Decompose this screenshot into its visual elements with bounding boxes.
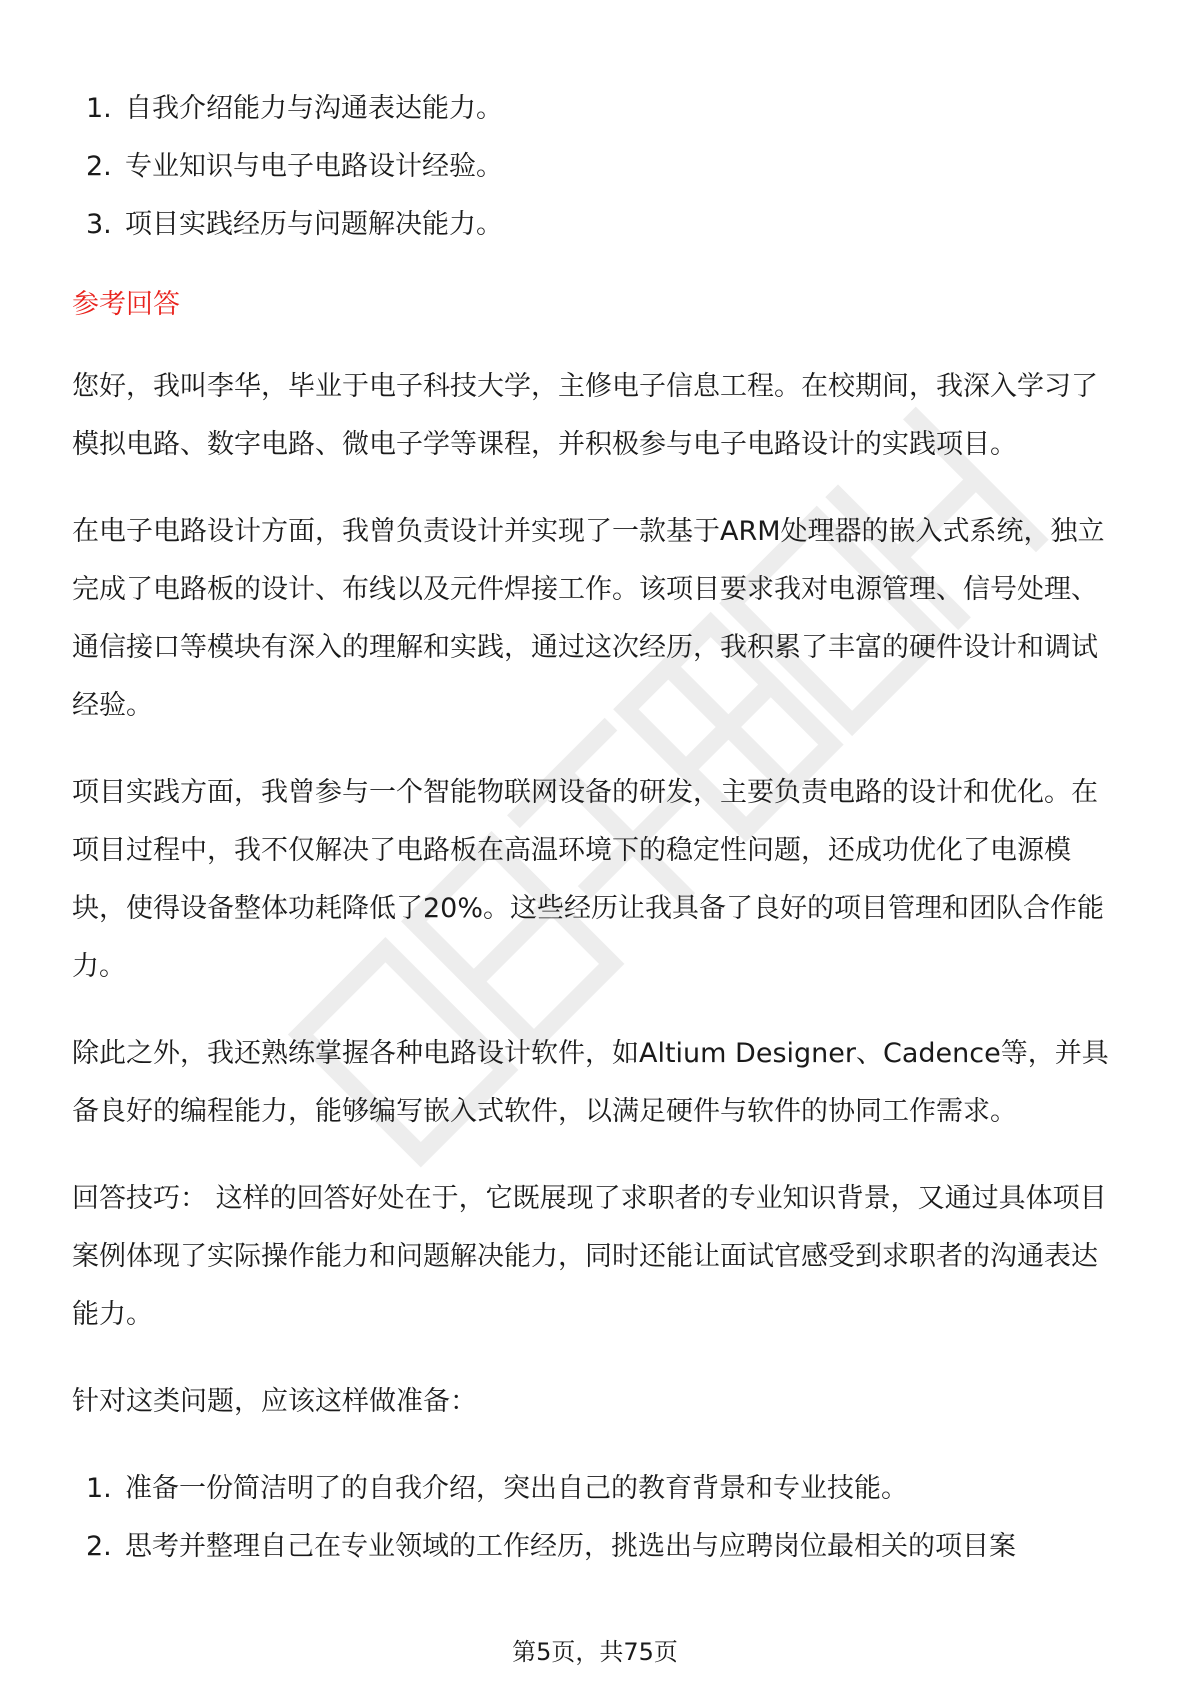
list-item: [72, 1518, 1122, 1576]
list-item-text: 准备一份简洁明了的自我介绍，突出自己的教育背景和专业技能。: [125, 1473, 908, 1504]
preparation-list: [72, 1460, 1122, 1576]
list-item: [72, 80, 1122, 138]
answer-paragraph: 除此之外，我还熟练掌握各种电路设计软件，如Altium Designer、Cadence等，并具备良好的编程能力，能够编写嵌入式软件，以满足硬件与软件的协同工作需求。: [72, 1038, 1109, 1127]
answer-paragraph: 您好，我叫李华，毕业于电子科技大学，主修电子信息工程。在校期间，我深入学习了模拟电路、数字电路、微电子学等课程，并积极参与电子电路设计的实践项目。: [72, 371, 1098, 460]
list-item-text: 项目实践经历与问题解决能力。: [125, 209, 503, 240]
tips-paragraph: 回答技巧： 这样的回答好处在于，它既展现了求职者的专业知识背景，又通过具体项目案例体现了实际操作能力和问题解决能力，同时还能让面试官感受到求职者的沟通表达能力。: [72, 1183, 1107, 1330]
list-number: 3.: [86, 209, 112, 240]
list-item: [72, 196, 1122, 254]
list-number: 2.: [86, 1531, 112, 1562]
list-number: 2.: [86, 151, 112, 182]
requirement-list: [72, 80, 1122, 254]
list-item: [72, 138, 1122, 196]
answer-paragraph: 在电子电路设计方面，我曾负责设计并实现了一款基于ARM处理器的嵌入式系统，独立完成了电路板的设计、布线以及元件焊接工作。该项目要求我对电源管理、信号处理、通信接口等模块有深入的理解和实践，通过这次经历，我积累了丰富的硬件设计和调试经验。: [72, 516, 1105, 721]
list-item-text: 专业知识与电子电路设计经验。: [125, 151, 503, 182]
document-body: [72, 80, 1122, 1576]
list-item-text: 思考并整理自己在专业领域的工作经历，挑选出与应聘岗位最相关的项目案: [125, 1531, 1016, 1562]
page-footer: 第5页，共75页: [512, 1638, 678, 1666]
list-number: 1.: [86, 1473, 112, 1504]
list-item: [72, 1460, 1122, 1518]
answer-paragraph: 项目实践方面，我曾参与一个智能物联网设备的研发，主要负责电路的设计和优化。在项目过程中，我不仅解决了电路板在高温环境下的稳定性问题，还成功优化了电源模块，使得设备整体功耗降低了20%。这些经历让我具备了良好的项目管理和团队合作能力。: [72, 777, 1105, 982]
list-item-text: 自我介绍能力与沟通表达能力。: [125, 93, 503, 124]
list-number: 1.: [86, 93, 112, 124]
preparation-intro: 针对这类问题，应该这样做准备：: [72, 1386, 477, 1417]
section-title: 参考回答: [72, 289, 180, 320]
